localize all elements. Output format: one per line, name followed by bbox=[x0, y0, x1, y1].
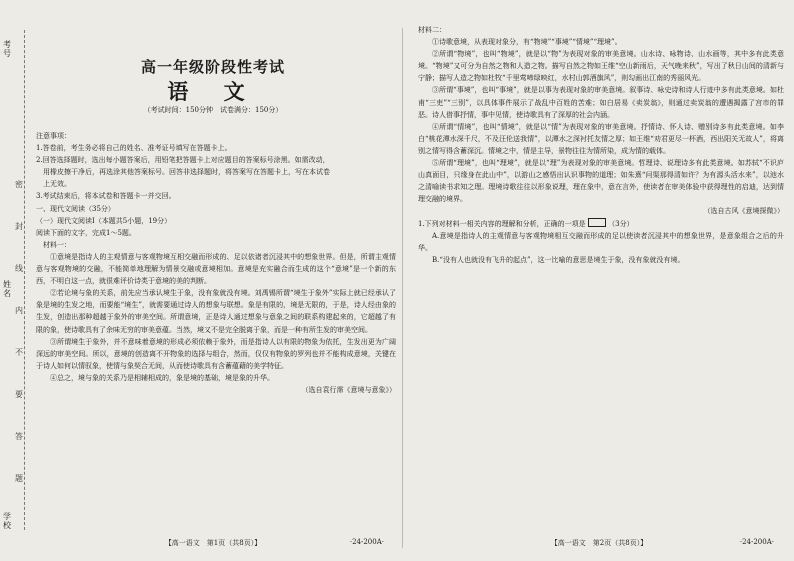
page-divider bbox=[402, 28, 403, 548]
exam-title: 高一年级阶段性考试 bbox=[140, 58, 285, 76]
page-number: 【高一语文 第2页（共8页）】 bbox=[550, 539, 648, 547]
subject-title: 语 文 bbox=[167, 79, 259, 104]
passage-paragraph: ④总之，境与象的关系乃是相辅相成的，象是境的基础，境是象的升华。 bbox=[50, 373, 274, 382]
reading-instruction: 阅读下面的文字，完成1～5题。 bbox=[36, 228, 136, 237]
passage-paragraph: ①诗歌意境，从表现对象分，有“物境”“事境”“情境”“理境”。 bbox=[432, 38, 622, 47]
seal-char: 答 bbox=[15, 432, 23, 441]
binding-margin bbox=[0, 0, 26, 561]
question-text: 1.下列对材料一相关内容的理解和分析，正确的一项是 bbox=[418, 219, 586, 228]
passage-paragraph: ③所谓境生于象外，并不意味着意境的形成必须依赖于象外，而是指诗人以有限的物象为依托，生发出更为广阔深远的审美空间。所以，意境的创造离不开物象的选择与组合，然而，仅仅有物象的罗列也并不能构成意境，关键在于诗人如何以情驭象，使情与象契合无间，从而使诗歌具有含蓄蕴藉的美学特征。 bbox=[36, 337, 396, 370]
right-text bbox=[418, 24, 784, 266]
paper-code: ·24-200A· bbox=[739, 538, 774, 546]
answer-box[interactable] bbox=[588, 218, 606, 227]
seal-char: 线 bbox=[15, 264, 23, 273]
name-label: 姓名 bbox=[3, 280, 11, 298]
page-number: 【高一语文 第1页（共8页）】 bbox=[164, 539, 262, 547]
question-stem bbox=[418, 218, 784, 230]
instruction-line: 上无效。 bbox=[36, 180, 71, 189]
seal-char: 密 bbox=[15, 180, 23, 189]
paper-code: ·24-200A· bbox=[349, 538, 384, 546]
instruction-line: 3.考试结束后，将本试卷和答题卡一并交回。 bbox=[36, 192, 176, 201]
seal-char: 题 bbox=[15, 474, 23, 483]
passage-source: （选自古风《意境探微》） bbox=[703, 207, 784, 216]
passage-source: （选自袁行霈《意境与意象》） bbox=[301, 385, 396, 394]
exam-number-label: 考号 bbox=[3, 40, 11, 58]
seal-line bbox=[24, 30, 25, 530]
left-text bbox=[36, 130, 396, 396]
instruction-line: 用橡皮擦干净后，再选涂其他答案标号。回答非选择题时，将答案写在答题卡上，写在本试卷 bbox=[36, 168, 330, 177]
question-score: （3分） bbox=[608, 219, 634, 228]
passage-paragraph: ③所谓“事境”，也叫“事境”，就是以事为表现对象的审美意境。叙事诗、咏史诗和诗人行迹中多有此类意境。如杜甫“三吏”“三别”，以具体事件展示了战乱中百姓的苦难；如白居易《卖炭翁》，则通过卖炭翁的遭遇揭露了宫市的罪恶。诗人借事抒情，事中见情，使诗歌具有了深厚的社会内涵。 bbox=[418, 86, 784, 119]
seal-char: 不 bbox=[15, 348, 23, 357]
section-heading: 一、现代文阅读（35分） bbox=[36, 204, 115, 213]
passage-paragraph: ②若论境与象的关系，前先应当承认境生于象，没有象就没有境。刘禹锡所谓“境生于象外”实际上就已经承认了象是境的生发之地，而要能“境生”，就需要通过诗人的想象与联想。象是有限的，境是无限的，于是，诗人经由象的生发，创造出那种超越于象外的审美空间。所谓意境，正是诗人通过想象与意象之间的联系构建起来的，它超越了有限的象，使诗歌具有了余味无穷的审美意蕴。当然，境又不是完全脱离于象，而是一种有所生发的审美空间。 bbox=[36, 289, 396, 334]
passage-paragraph: ⑤所谓“理境”，也叫“理境”，就是以“理”为表现对象的审美意境。哲理诗、说理诗多有此类意境。如苏轼“不识庐山真面目，只缘身在此山中”，以游山之感悟出认识事物的道理；如朱熹“问渠那得清如许？为有源头活水来”，以池水之清喻读书求知之理。理境诗歌往往以形象说理，理在象中，意在言外，使读者在审美体验中获得理性的启迪，达到情理交融的境界。 bbox=[418, 159, 784, 204]
material-label: 材料一： bbox=[36, 240, 71, 249]
page-2 bbox=[410, 0, 788, 561]
instruction-line: 1.答卷前，考生务必将自己的姓名、准考证号填写在答题卡上。 bbox=[36, 144, 232, 153]
page-1 bbox=[28, 0, 398, 561]
passage-paragraph: ①意境是指诗人的主观情意与客观物境互相交融而形成的、足以依诸者沉浸其中的想象世界。但是，所谓主观情意与客观物境的交融，不能简单地理解为情景交融或意境相加。意境是充实融合而生成的这个“意境”是一个新的东西，不明白这一点，就很难评价诗类于意境的美的判断。 bbox=[36, 252, 396, 286]
seal-char: 封 bbox=[15, 222, 23, 231]
seal-char: 要 bbox=[15, 390, 23, 399]
subsection-heading: （一）现代文阅读Ⅰ（本题共5小题，19分） bbox=[36, 216, 172, 225]
seal-char: 内 bbox=[15, 306, 23, 315]
material-label: 材料二： bbox=[418, 26, 446, 34]
instructions-heading: 注意事项： bbox=[36, 132, 71, 140]
passage-paragraph: ②所谓“物境”，也叫“物境”，就是以“物”为表现对象的审美意境。山水诗、咏物诗、山水画等，其中多有此类意境。“物境”又可分为自然之物和人造之物。描写自然之物如王维“空山新雨后，天气晚来秋”，写出了秋日山间的清新与宁静；描写人造之物如杜牧“千里莺啼绿映红，水村山郭酒旗风”，则勾画出江南的秀丽风光。 bbox=[418, 50, 784, 83]
instruction-line: 2.回答选择题时，选出每小题答案后，用铅笔把答题卡上对应题目的答案标号涂黑。如需改动， bbox=[36, 156, 330, 165]
school-label: 学校 bbox=[3, 512, 11, 530]
passage-paragraph: ④所谓“情境”，也叫“情境”，就是以“情”为表现对象的审美意境。抒情诗、怀人诗、赠别诗多有此类意境。如李白“桃花潭水深千尺，不及汪伦送我情”，以潭水之深衬托友情之厚；如王维“劝君更尽一杯酒，西出阳关无故人”，将离别之情写得含蓄深沉。情境之中，情是主导，景物往往为情所染，成为情的载体。 bbox=[418, 122, 784, 155]
option-b: B.“没有人也就没有飞升的起点”，这一比喻的意思是境生于象，没有象就没有境。 bbox=[432, 255, 685, 264]
exam-info: （考试时间：150分钟 试卷满分：150分） bbox=[143, 106, 283, 114]
option-a: A.意境是指诗人的主观情意与客观物境相互交融而形成的足以使读者沉浸其中的想象世界，是意象组合之后的升华。 bbox=[418, 231, 784, 252]
